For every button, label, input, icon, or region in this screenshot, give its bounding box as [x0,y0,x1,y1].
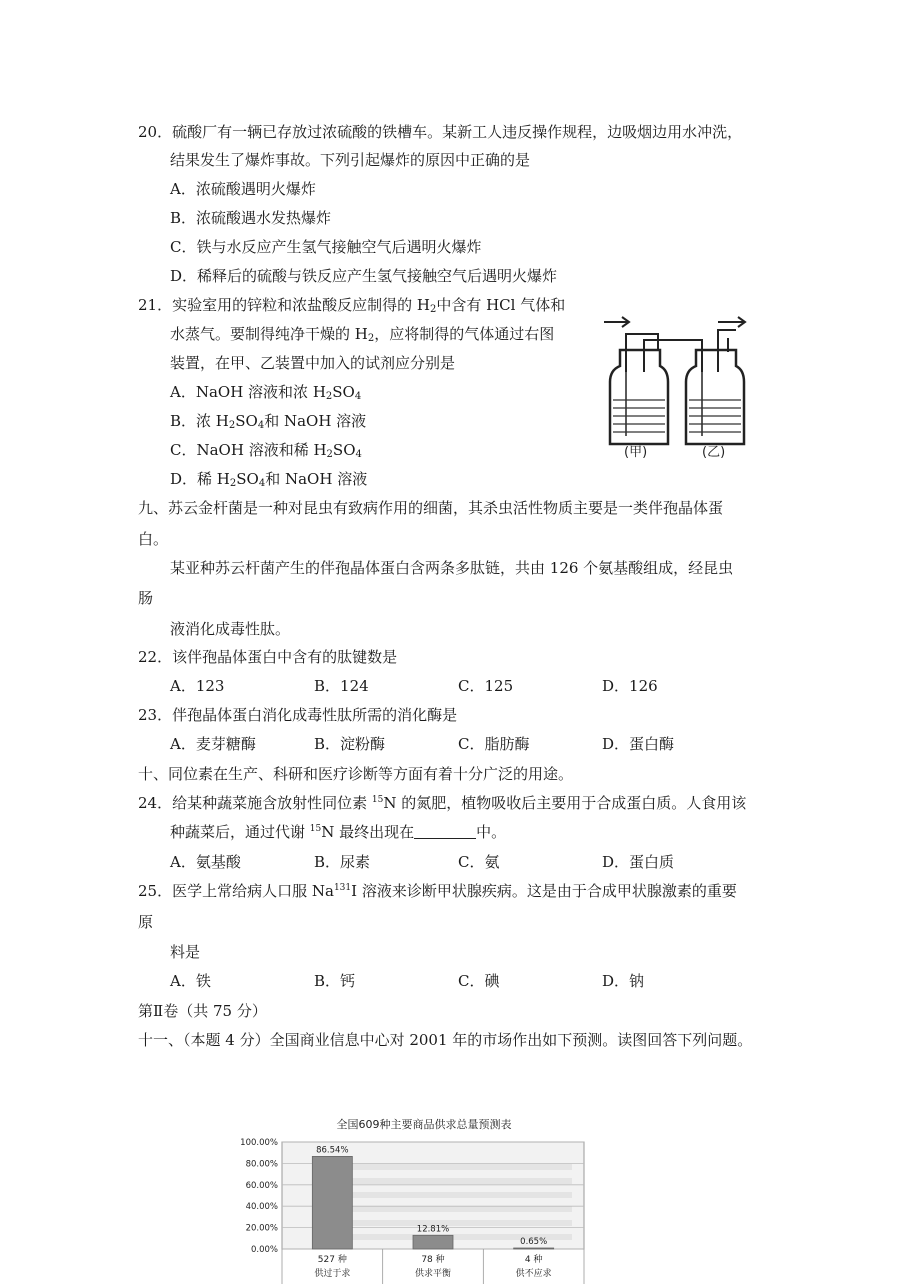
category-count-label: 527 种 [317,1255,347,1265]
chart-title: 全国609种主要商品供求总量预测表 [336,1118,512,1131]
q25-stem-line3: 料是 [170,943,201,961]
q22-option-d: D．126 [602,677,658,695]
category-label: 供求平衡 [414,1269,452,1279]
q24-stem-line2: 种蔬菜后，通过代谢 $^{15}$N 最终出现在 中。 [170,823,507,841]
y-tick-label: 100.00% [240,1138,278,1148]
q23-stem: 23．伴孢晶体蛋白消化成毒性肽所需的消化酶是 [138,706,458,724]
sec9-line3: 某亚种苏云杆菌产生的伴孢晶体蛋白含两条多肽链，共由 126 个氨基酸组成，经昆虫 [170,559,734,577]
sec11-line1: 十一、（本题 4 分）全国商业信息中心对 2001 年的市场作出如下预测。读图回答下列问题。 [138,1031,753,1049]
q24-option-a: A．氨基酸 [170,853,241,871]
category-label: 供过于求 [314,1269,351,1279]
q21-stem-line1: 21．实验室用的锌粒和浓盐酸反应制得的 $H_2$中含有 HCl 气体和 [138,296,566,315]
bar [413,1235,453,1249]
category-count-label: 4 种 [524,1255,543,1265]
sec9-line5: 液消化成毒性肽。 [170,620,291,638]
q23-option-d: D．蛋白酶 [602,735,675,753]
q21-stem-line3: 装置，在甲、乙装置中加入的试剂应分别是 [170,354,456,372]
supply-demand-bar-chart [240,1112,600,1286]
q24-stem-line1: 24．给某种蔬菜施含放射性同位素 $^{15}$N 的氮肥，植物吸收后主要用于合成蛋白质。人食用该 [138,794,747,812]
plot-texture-band [322,1178,572,1184]
part2-title: 第Ⅱ卷（共 75 分） [138,1002,267,1020]
label-yi: (乙) [702,445,726,460]
answer-blank [414,824,476,839]
q25-option-d: D．钠 [602,972,645,990]
q22-option-a: A．123 [170,677,225,695]
y-tick-label: 60.00% [245,1180,278,1191]
q25-stem-line2: 原 [138,913,154,931]
q22-option-c: C．125 [458,677,514,695]
q21-option-d: D．稀 $H_2SO_4$和 NaOH 溶液 [170,470,368,489]
bar-value-label: 12.81% [416,1224,450,1235]
q20-option-d: D．稀释后的硫酸与铁反应产生氢气接触空气后遇明火爆炸 [170,267,558,285]
q20-option-b: B．浓硫酸遇水发热爆炸 [170,209,332,227]
q25-option-a: A．铁 [170,972,211,990]
q20-stem-line2: 结果发生了爆炸事故。下列引起爆炸的原因中正确的是 [170,151,531,169]
bar-value-label: 0.65% [520,1237,548,1247]
q24-option-c: C．氨 [458,853,500,871]
bar [514,1248,554,1249]
q25-option-c: C．碘 [458,972,500,990]
bar-value-label: 86.54% [316,1145,349,1156]
sec9-line4: 肠 [138,589,154,607]
plot-texture-band [322,1192,572,1198]
q23-option-a: A．麦芽糖酶 [170,735,256,753]
q20-option-c: C．铁与水反应产生氢气接触空气后遇明火爆炸 [170,238,482,256]
bar [312,1156,352,1249]
y-tick-label: 0.00% [250,1245,278,1255]
plot-texture-band [322,1164,572,1170]
gas-washing-bottles-figure [598,310,760,460]
q22-stem: 22．该伴孢晶体蛋白中含有的肽键数是 [138,648,398,666]
category-label: 供不应求 [515,1269,552,1279]
y-tick-label: 40.00% [245,1202,278,1213]
q21-option-a: A．NaOH 溶液和浓 $H_2SO_4$ [170,383,362,402]
y-tick-label: 80.00% [245,1159,278,1170]
q24-option-b: B．尿素 [314,853,371,871]
label-jia: (甲) [624,445,648,460]
sec9-line1: 九、苏云金杆菌是一种对昆虫有致病作用的细菌，其杀虫活性物质主要是一类伴孢晶体蛋 [138,499,724,517]
sec10-line1: 十、同位素在生产、科研和医疗诊断等方面有着十分广泛的用途。 [138,765,574,783]
q20-option-a: A．浓硫酸遇明火爆炸 [170,180,316,198]
q22-option-b: B．124 [314,677,369,695]
q21-option-c: C．NaOH 溶液和稀 $H_2SO_4$ [170,441,362,460]
q23-option-b: B．淀粉酶 [314,735,386,753]
q20-stem-line1: 20．硫酸厂有一辆已存放过浓硫酸的铁槽车。某新工人违反操作规程，边吸烟边用水冲洗， [138,123,743,141]
q24-option-d: D．蛋白质 [602,853,675,871]
q21-option-b: B．浓 $H_2SO_4$和 NaOH 溶液 [170,412,367,431]
q21-stem-line2: 水蒸气。要制得纯净干燥的 $H_2$，应将制得的气体通过右图 [170,325,555,344]
q25-option-b: B．钙 [314,972,356,990]
plot-texture-band [322,1206,572,1212]
q23-option-c: C．脂肪酶 [458,735,530,753]
y-tick-label: 20.00% [245,1223,278,1234]
q25-stem-line1: 25．医学上常给病人口服 Na$^{131}$I 溶液来诊断甲状腺疾病。这是由于合成甲状腺激素的重要 [138,882,737,900]
category-count-label: 78 种 [421,1255,445,1265]
sec9-line2: 白。 [138,530,169,548]
